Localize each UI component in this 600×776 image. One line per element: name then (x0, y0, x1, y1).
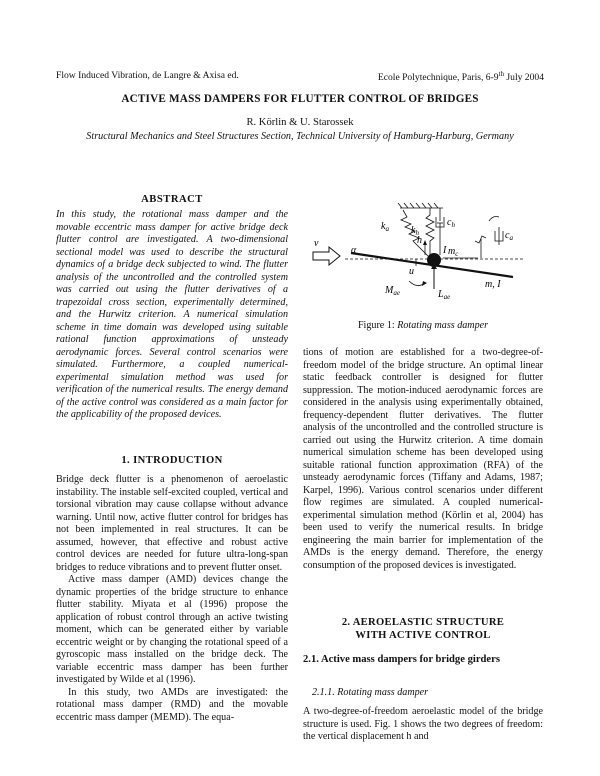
label-I: I (443, 245, 447, 256)
damper-ca (475, 217, 503, 259)
label-alpha: α (351, 245, 357, 256)
section-2-body (303, 706, 543, 744)
abstract-heading: ABSTRACT (141, 194, 203, 205)
intro-paragraph-3: In this study, two AMDs are investigated: the rotational mass damper (RMD) and the movable eccentric mass damper (MEMD). The equa- (56, 686, 288, 723)
label-ka: $k_a$ (381, 221, 389, 233)
figure-1-rotating-mass-damper (303, 193, 543, 313)
wind-arrow (313, 247, 340, 265)
label-Mae: $M_{ae}$ (385, 285, 400, 297)
label-Lae: $L_{ae}$ (438, 289, 451, 301)
label-u: u (409, 266, 414, 277)
label-mc: $m_c$ (448, 246, 459, 258)
section-2-paragraph-1: A two-degree-of-freedom aeroelastic model of the bridge structure is used. Fig. 1 shows the two degrees of freedom: the vertical displacement h and (303, 706, 543, 742)
running-header-left: Flow Induced Vibration, de Langre & Axisa ed. (56, 70, 239, 81)
figure-1-caption: Figure 1: Rotating mass damper (357, 320, 489, 331)
section-2-heading: 2. AEROELASTIC STRUCTURE WITH ACTIVE CONTROL (341, 617, 505, 641)
intro-paragraph-1: Bridge deck flutter is a phenomenon of aeroelastic instability. The instable self-excited coupled, vertical and torsional vibration may cause collapse without advance warning. Until now, active flutter control for bridges has not been implemented in real structures. It can be assumed, however, that effective and robust active control devices are needed for future ultra-long-span bridges to reduce vibrations and to prevent flutter onset. (56, 474, 288, 573)
affiliation: Structural Mechanics and Steel Structures Section, Technical University of Hamburg-Harburg, Germany (86, 131, 514, 142)
right-paragraph-1: tions of motion are established for a two-degree-of-freedom model of the bridge structure. An optimal linear static feedback controller is designed for flutter suppression. The motion-induced aerodynamic forces are considered in the analysis using experimentally obtained, frequency-dependent flutter derivatives. The flutter analysis of the uncontrolled and the controlled structure is carried out using the Hurwitz criterion. A time domain numerical simulation scheme has been developed using suitable rational function approximation (RFA) of the unsteady aerodynamic forces (Tiffany and Adams, 1987; Karpel, 1996). Various control scenarios under different flow regimes are simulated. A coupled numerical-experimental simulation method (Körlin et al, 2004) has been used to verify the numerical results. In bridge engineering the main barrier for implementation of the AMDs is the energy demand. Therefore, the energy consumption of the proposed devices is investigated. (303, 347, 543, 571)
label-v: v (314, 238, 319, 249)
label-m-I: m, I (485, 279, 501, 290)
section-1-heading: 1. INTRODUCTION (121, 455, 223, 466)
intro-paragraph-2: Active mass damper (AMD) devices change the dynamic properties of the bridge structure to enhance flutter stability. Miyata et al (1996) propose the application of robust control through an active twisting moment, which can be generated either by variable eccentric weight or by changing the rotational speed of a gyroscopic mass installed on the bridge deck. The variable eccentric mass damper has been further investigated by Wilde et al (1996). (56, 574, 288, 685)
label-kh: $k_h$ (411, 225, 419, 237)
ground-support (398, 203, 443, 208)
subsection-2-1-1-heading: 2.1.1. Rotating mass damper (312, 687, 429, 698)
label-ch: $c_h$ (447, 217, 455, 229)
authors: R. Körlin & U. Starossek (246, 117, 354, 128)
label-h: h (417, 235, 422, 246)
spring-kh (426, 208, 434, 255)
paper-title: ACTIVE MASS DAMPERS FOR FLUTTER CONTROL OF BRIDGES (121, 93, 479, 105)
introduction-body (56, 474, 288, 724)
running-header-right: Ecole Polytechnique, Paris, 6-9th July 2004 (377, 70, 544, 84)
label-ca: $c_a$ (505, 230, 513, 242)
subsection-2-1-heading: 2.1. Active mass dampers for bridge girders (303, 654, 500, 665)
right-column-body (303, 347, 543, 572)
abstract-text: In this study, the rotational mass damper and the movable eccentric mass damper for active bridge deck flutter control are investigated. A two-dimensional sectional model was used to describe the structural dynamics of a bridge deck subjected to wind. The flutter analysis of the uncontrolled and the controlled system was carried out using the flutter derivatives of a trapezoidal cross section, experimentally determined, and the Hurwitz criterion. A numerical simulation scheme in time domain was developed using suitable rational function approximations of unsteady aerodynamic forces. Several control scenarios were simulated. Furthermore, a coupled numerical-experimental simulation method was used for verification of the numerical results. The energy demand of the active control was considered as a main factor for the applicability of the proposed devices. (56, 209, 288, 420)
